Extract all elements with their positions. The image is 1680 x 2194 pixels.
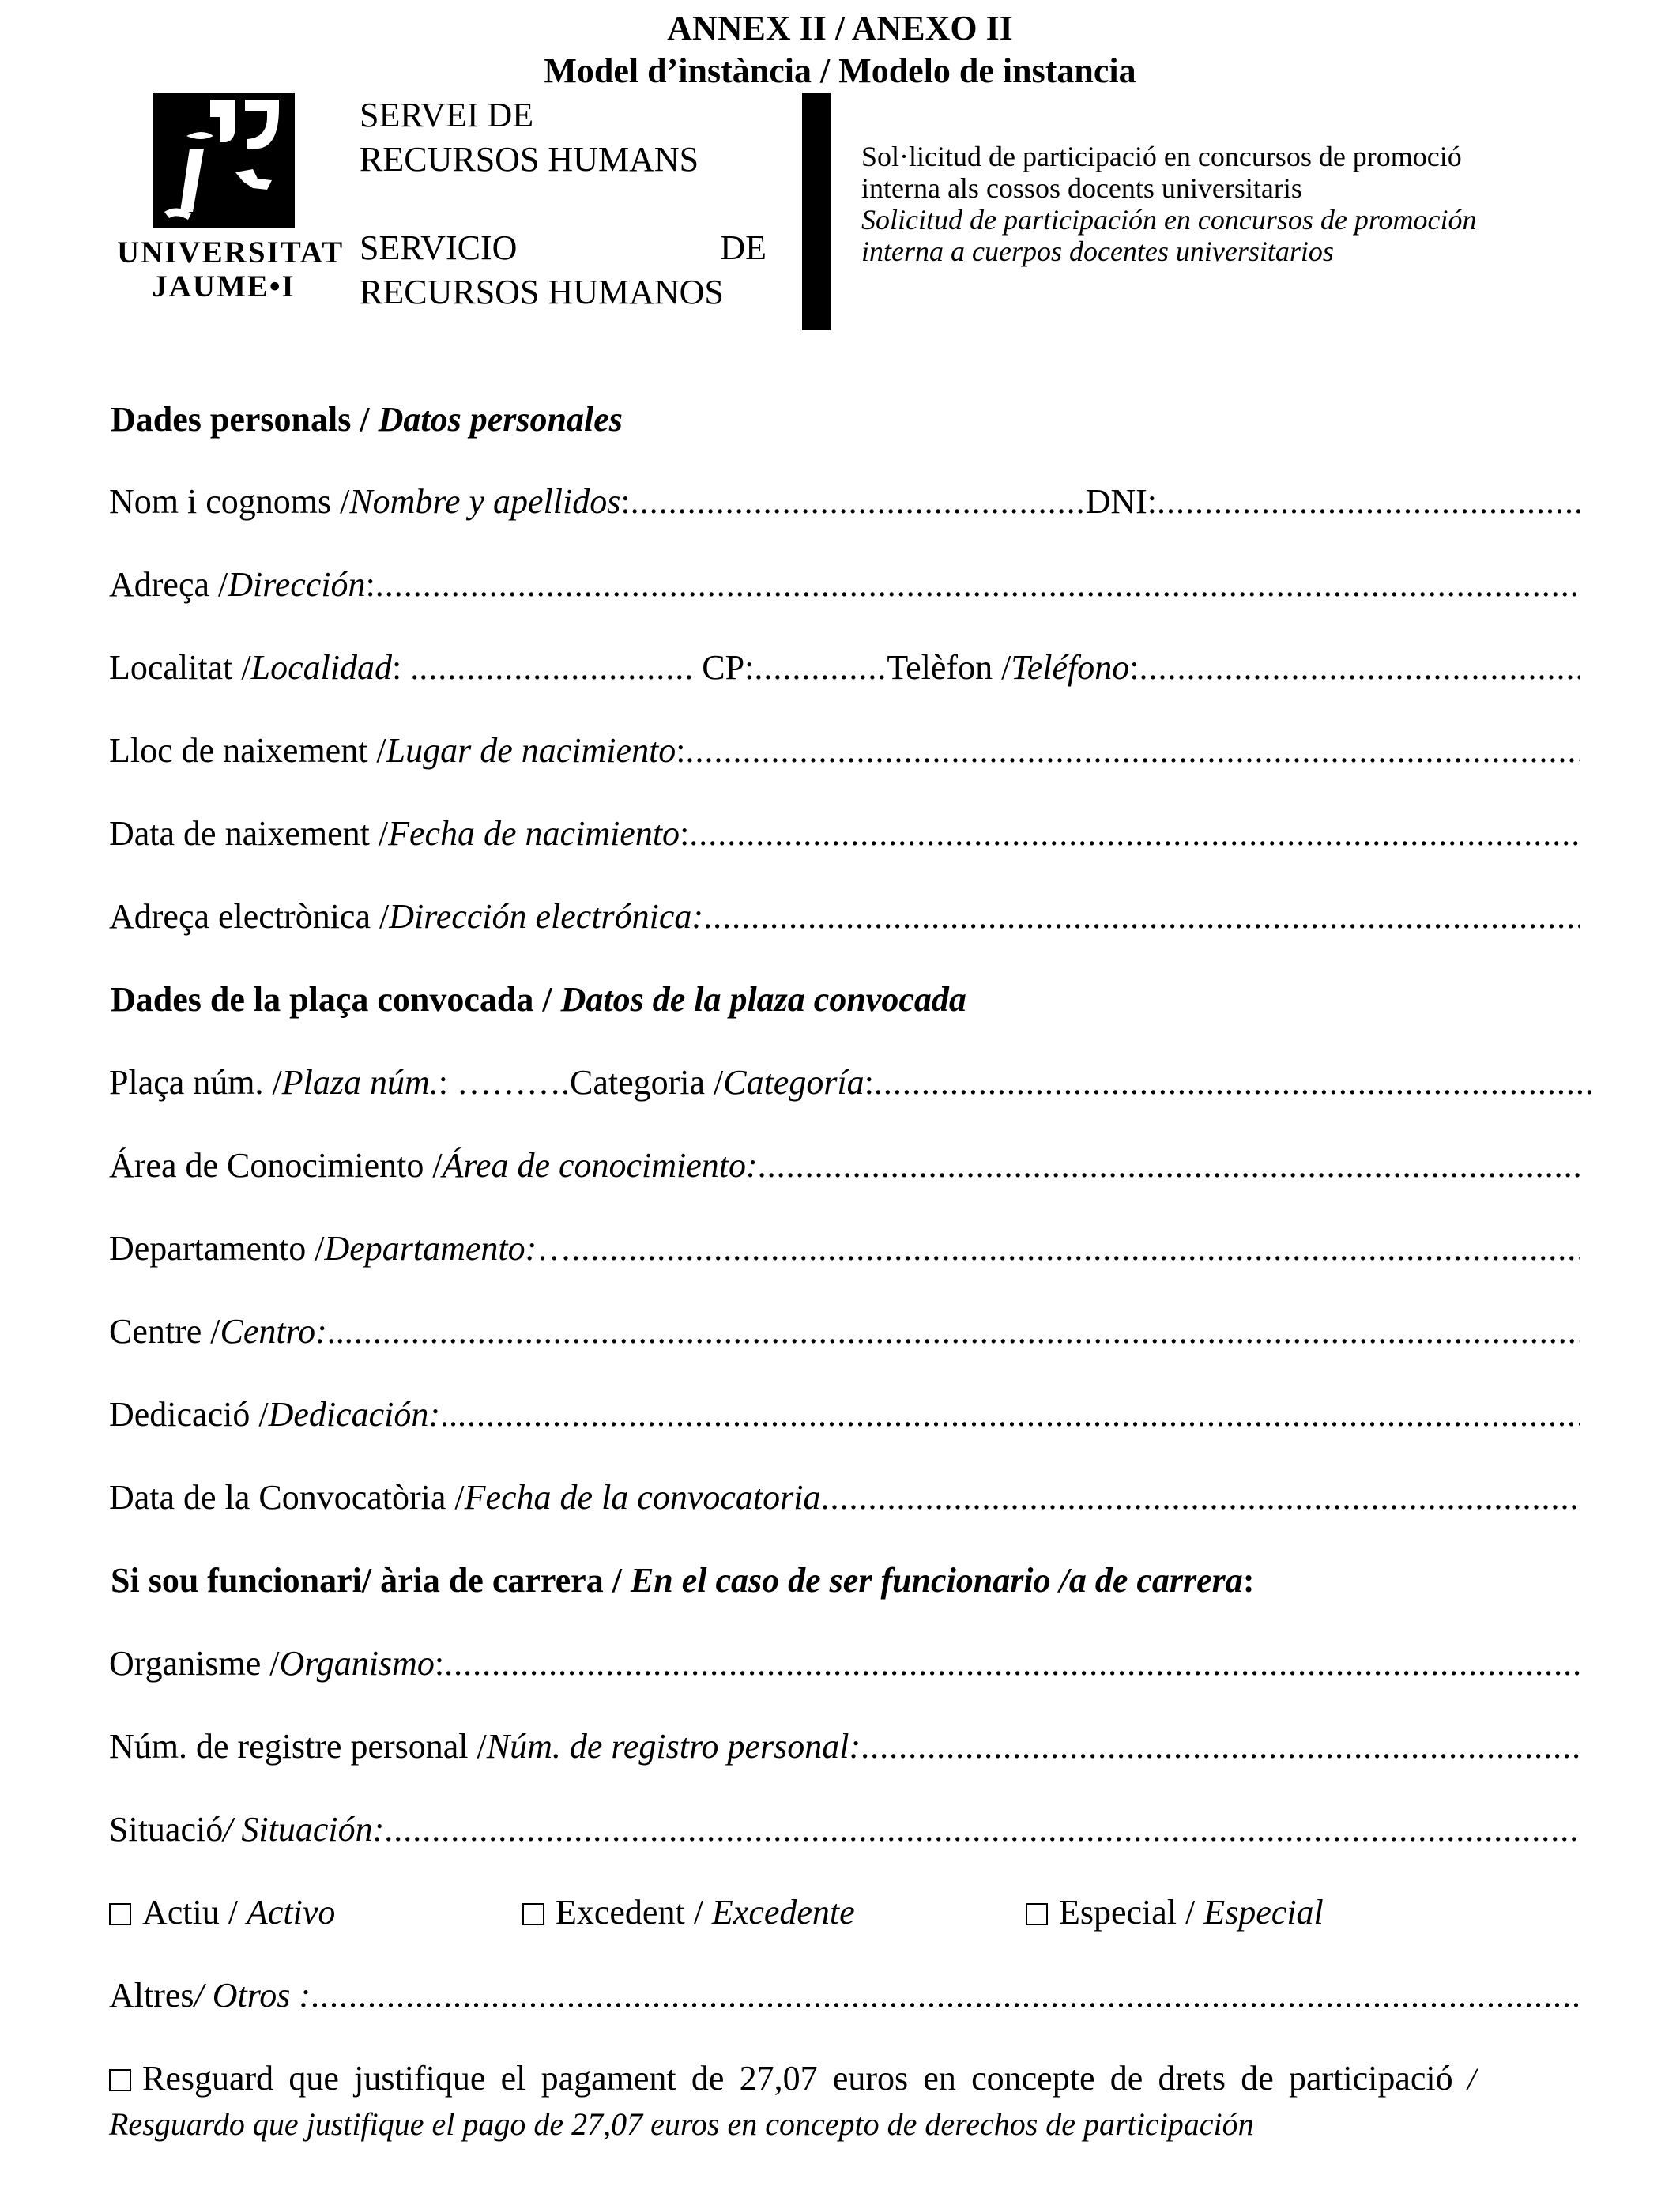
field-situation: Situació / Situación: .....: [109, 1808, 1580, 1852]
birthdate-input-line[interactable]: [689, 812, 1580, 856]
locality-input-line[interactable]: ............................: [419, 648, 685, 687]
centre-input-line[interactable]: [345, 1310, 1580, 1354]
model-title: Model d’instància / Modelo de instancia: [544, 51, 1136, 90]
request-es-line-1: Solicitud de participación en concursos de promoción: [861, 204, 1477, 236]
dedication-input-line[interactable]: [458, 1393, 1580, 1437]
department-input-line[interactable]: [571, 1227, 1580, 1271]
field-others: Altres / Otros : .....: [109, 1973, 1580, 2018]
cp-input-line[interactable]: ..............: [754, 648, 887, 687]
birthplace-input-line[interactable]: [686, 729, 1580, 773]
request-ca-line-2: interna als cossos docents universitaris: [861, 172, 1302, 204]
divider-bar: [802, 93, 831, 330]
field-dedication: Dedicació / Dedicación: .. .....: [109, 1393, 1580, 1437]
checkbox-special[interactable]: [1026, 1903, 1048, 1925]
category-input-line[interactable]: [874, 1061, 1593, 1105]
field-locality-cp-phone: Localitat / Localidad : . ............................ . CP: .............. Telèfon / Teléfono : .....: [109, 646, 1580, 690]
call-date-input-line[interactable]: [820, 1476, 1580, 1520]
section-civil-servant: Si sou funcionari/ ària de carrera / En el caso de ser funcionario /a de carrera:: [111, 1561, 1255, 1600]
section-personal-data: Dades personals / Datos personales: [111, 400, 623, 439]
field-department: Departamento / Departamento: … .....: [109, 1227, 1580, 1271]
organism-input-line[interactable]: [444, 1642, 1580, 1686]
checkbox-active[interactable]: [109, 1903, 131, 1925]
service-line-3b: DE: [720, 228, 767, 267]
others-input-line[interactable]: [311, 1973, 1580, 2018]
field-centre: Centre / Centro: .. .....: [109, 1310, 1580, 1354]
dni-input-line[interactable]: [1157, 480, 1580, 524]
field-position-category: Plaça núm. / Plaza núm. : ………. Categoria / Categoría : .....: [109, 1061, 1593, 1105]
email-input-line[interactable]: [703, 895, 1580, 939]
checkbox-payment-receipt[interactable]: [109, 2069, 131, 2091]
field-organism: Organisme / Organismo : .....: [109, 1642, 1580, 1686]
option-special[interactable]: Especial / Especial: [1026, 1891, 1324, 1935]
request-es-line-2: interna a cuerpos docentes universitarios: [861, 236, 1334, 267]
service-line-3a: SERVICIO: [360, 228, 518, 267]
logo-mark-icon: [117, 93, 330, 236]
section-position-data: Dades de la plaça convocada / Datos de la plaza convocada: [111, 980, 966, 1019]
registry-number-input-line[interactable]: [861, 1725, 1580, 1769]
service-line-1: SERVEI DE: [360, 96, 534, 134]
logo-text-jaume: JAUME•I: [152, 270, 296, 303]
request-ca-line-1: Sol·licitud de participació en concursos de promoció: [861, 141, 1462, 172]
knowledge-area-input-line[interactable]: [758, 1144, 1580, 1188]
position-number-input-line[interactable]: : ……….: [438, 1063, 570, 1102]
option-excedent[interactable]: Excedent / Excedente: [522, 1891, 855, 1935]
situation-options: [109, 1891, 1580, 1935]
annex-title: ANNEX II / ANEXO II: [667, 9, 1013, 47]
checkbox-excedent[interactable]: [522, 1903, 544, 1925]
field-call-date: Data de la Convocatòria / Fecha de la convocatoria .....: [109, 1476, 1580, 1520]
field-address: Adreça / Dirección : .....: [109, 563, 1580, 607]
service-line-3: [360, 226, 767, 270]
address-input-line[interactable]: [375, 563, 1580, 607]
service-line-2: RECURSOS HUMANS: [360, 140, 699, 179]
field-birthplace: Lloc de naixement / Lugar de nacimiento : .....: [109, 729, 1580, 773]
field-birthdate: Data de naixement / Fecha de nacimiento : .....: [109, 812, 1580, 856]
logo-text-universitat: UNIVERSITAT: [117, 236, 345, 270]
situation-input-line[interactable]: [384, 1808, 1580, 1852]
payment-receipt: Resguard que justifique el pagament de 27,07 euros en concepte de drets de participació / Resguardo que justifique el pago de 27,07 euros en concepto de derechos de participación: [109, 2059, 1476, 2142]
field-knowledge-area: Área de Conocimiento / Área de conocimiento: .....: [109, 1144, 1580, 1188]
phone-input-line[interactable]: [1139, 646, 1580, 690]
field-name-dni: Nom i cognoms / Nombre y apellidos : ................................................ DNI: .....: [109, 480, 1580, 524]
field-registry-number: Núm. de registre personal / Núm. de registro personal: .....: [109, 1725, 1580, 1769]
service-line-4: RECURSOS HUMANOS: [360, 273, 724, 311]
option-active[interactable]: Actiu / Activo: [109, 1891, 335, 1935]
field-email: Adreça electrònica / Dirección electrónica: .....: [109, 895, 1580, 939]
name-input-line[interactable]: ................................................: [630, 482, 1086, 521]
